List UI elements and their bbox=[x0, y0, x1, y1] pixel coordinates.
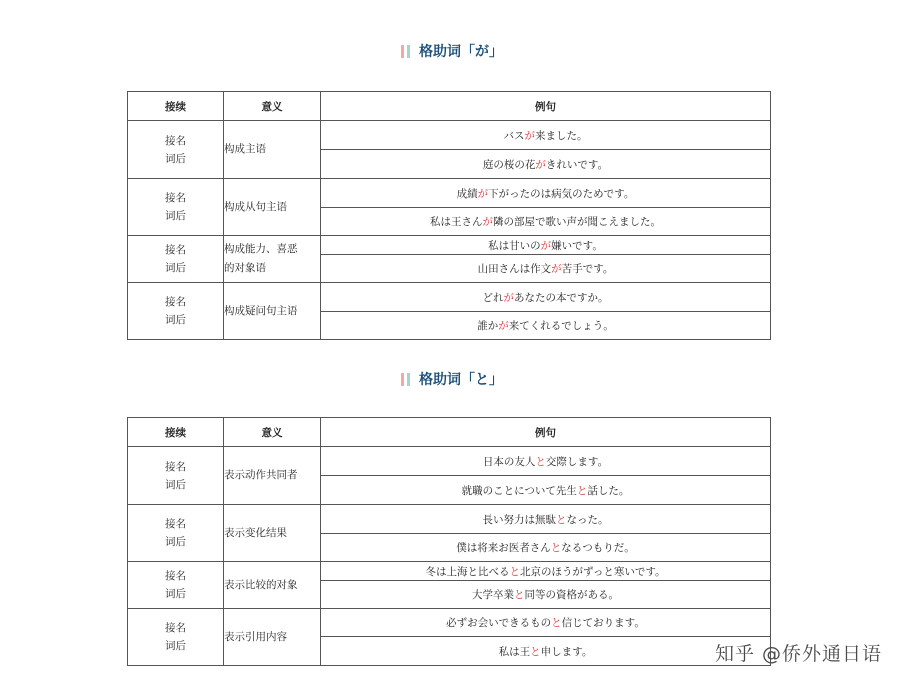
connection-label: 接名 词后 bbox=[165, 134, 186, 165]
particle-highlight: と bbox=[551, 617, 562, 629]
meaning-cell bbox=[224, 121, 321, 179]
header-meaning: 意义 bbox=[224, 418, 321, 447]
example-text: 誰か bbox=[477, 320, 499, 332]
meaning-cell bbox=[224, 236, 321, 283]
example-text: なった。 bbox=[566, 513, 609, 526]
connection-label: 接名 词后 bbox=[165, 460, 186, 491]
meaning-cell bbox=[224, 562, 321, 609]
particle-highlight: が bbox=[540, 239, 552, 252]
example-cell bbox=[321, 150, 771, 179]
example-text: 下がったのは病気のためです。 bbox=[488, 187, 635, 200]
meaning-label: 构成主语 bbox=[224, 143, 266, 155]
meaning-label: 构成能力、喜恶 的对象语 bbox=[224, 243, 298, 274]
connection-cell bbox=[128, 236, 224, 283]
example-text: きれいです。 bbox=[545, 158, 609, 171]
example-cell bbox=[321, 534, 771, 562]
section-title bbox=[0, 369, 904, 389]
example-cell bbox=[321, 581, 771, 609]
example-text: 必ずお会いできるもの bbox=[446, 617, 552, 629]
header-example: 例句 bbox=[321, 418, 771, 447]
example-text: 来ました。 bbox=[535, 129, 588, 142]
connection-cell bbox=[128, 505, 224, 562]
particle-highlight: が bbox=[503, 291, 514, 304]
section-title-text: 格助词「が」 bbox=[419, 44, 503, 60]
table-header-row bbox=[128, 92, 771, 121]
example-cell bbox=[321, 255, 771, 283]
section-title bbox=[0, 41, 904, 61]
particle-highlight: と bbox=[576, 484, 588, 497]
connection-cell bbox=[128, 121, 224, 179]
example-text: 交際します。 bbox=[545, 455, 609, 468]
grammar-table bbox=[127, 91, 771, 340]
example-text: どれ bbox=[482, 291, 504, 304]
example-text: 私は王さん bbox=[430, 216, 483, 228]
table-row bbox=[128, 562, 771, 581]
meaning-cell bbox=[224, 283, 321, 340]
header-connection: 接续 bbox=[128, 92, 224, 121]
meaning-label: 构成从句主语 bbox=[224, 200, 287, 213]
example-text: バス bbox=[503, 129, 525, 142]
meaning-cell bbox=[224, 179, 321, 236]
connection-cell bbox=[128, 283, 224, 340]
particle-highlight: が bbox=[535, 158, 546, 171]
example-cell bbox=[321, 476, 771, 505]
example-cell bbox=[321, 179, 771, 208]
example-text: 日本の友人 bbox=[482, 455, 536, 468]
meaning-cell bbox=[224, 609, 321, 666]
connection-label: 接名 词后 bbox=[165, 192, 186, 222]
example-text: 大学卒業 bbox=[472, 589, 514, 601]
table-row bbox=[128, 283, 771, 312]
particle-highlight: と bbox=[514, 589, 525, 601]
meaning-cell bbox=[224, 447, 321, 505]
table-row bbox=[128, 447, 771, 476]
title-bars-icon bbox=[401, 45, 410, 58]
example-text: 苦手です。 bbox=[561, 263, 614, 275]
particle-highlight: が bbox=[477, 187, 489, 200]
table-row bbox=[128, 236, 771, 255]
table-header-row bbox=[128, 418, 771, 447]
table-row bbox=[128, 179, 771, 208]
connection-cell bbox=[128, 609, 224, 666]
meaning-label: 表示变化结果 bbox=[224, 526, 287, 539]
example-cell bbox=[321, 609, 771, 637]
example-text: 成績 bbox=[456, 187, 478, 200]
example-cell bbox=[321, 208, 771, 236]
example-cell bbox=[321, 236, 771, 255]
table-row bbox=[128, 505, 771, 534]
title-bars-icon bbox=[401, 373, 410, 386]
connection-cell bbox=[128, 447, 224, 505]
example-cell bbox=[321, 505, 771, 534]
example-text: 同等の資格がある。 bbox=[524, 589, 619, 601]
meaning-label: 表示比较的对象 bbox=[224, 578, 298, 591]
example-text: 山田さんは作文 bbox=[477, 263, 552, 275]
example-text: 冬は上海と比べる bbox=[425, 565, 510, 578]
particle-highlight: と bbox=[509, 565, 520, 578]
example-text: あなたの本ですか。 bbox=[514, 291, 609, 304]
connection-label: 接名 词后 bbox=[165, 518, 186, 548]
example-text: 話した。 bbox=[587, 484, 630, 497]
example-cell bbox=[321, 283, 771, 312]
particle-highlight: と bbox=[556, 513, 567, 526]
particle-highlight: が bbox=[498, 320, 509, 332]
particle-highlight: と bbox=[530, 645, 541, 658]
meaning-label: 表示动作共同者 bbox=[224, 469, 298, 481]
example-text: 隣の部屋で歌い声が聞こえました。 bbox=[493, 216, 661, 228]
example-text: 僕は将来お医者さん bbox=[456, 542, 551, 554]
table-row bbox=[128, 121, 771, 150]
example-text: 庭の桜の花 bbox=[482, 158, 536, 171]
section-title-text: 格助词「と」 bbox=[419, 372, 503, 388]
example-text: 北京のほうがずっと寒いです。 bbox=[519, 565, 666, 578]
connection-label: 接名 词后 bbox=[165, 622, 186, 652]
example-text: 長い努力は無駄 bbox=[482, 513, 556, 526]
example-text: 就職のことについて先生 bbox=[461, 484, 577, 497]
connection-label: 接名 词后 bbox=[165, 244, 186, 274]
connection-cell bbox=[128, 562, 224, 609]
example-text: 私は王 bbox=[498, 645, 531, 658]
header-meaning: 意义 bbox=[224, 92, 321, 121]
particle-highlight: と bbox=[535, 455, 546, 468]
example-cell bbox=[321, 637, 771, 666]
meaning-label: 构成疑问句主语 bbox=[224, 304, 298, 317]
table-row bbox=[128, 609, 771, 637]
particle-highlight: が bbox=[482, 216, 493, 228]
example-text: 私は甘いの bbox=[488, 239, 541, 252]
particle-highlight: が bbox=[551, 263, 562, 275]
connection-label: 接名 词后 bbox=[165, 296, 186, 326]
example-text: 来てくれるでしょう。 bbox=[508, 320, 614, 332]
example-cell bbox=[321, 562, 771, 581]
particle-highlight: と bbox=[550, 542, 562, 554]
header-example: 例句 bbox=[321, 92, 771, 121]
header-connection: 接续 bbox=[128, 418, 224, 447]
meaning-label: 表示引用内容 bbox=[224, 630, 287, 643]
particle-highlight: が bbox=[524, 129, 535, 142]
example-cell bbox=[321, 121, 771, 150]
connection-label: 接名 词后 bbox=[165, 570, 186, 600]
meaning-cell bbox=[224, 505, 321, 562]
example-text: 申します。 bbox=[540, 645, 593, 658]
example-text: 嫌いです。 bbox=[551, 239, 603, 252]
example-text: 信じております。 bbox=[561, 617, 645, 629]
example-cell bbox=[321, 447, 771, 476]
grammar-table bbox=[127, 417, 771, 666]
example-cell bbox=[321, 312, 771, 340]
example-text: なるつもりだ。 bbox=[561, 542, 635, 554]
connection-cell bbox=[128, 179, 224, 236]
watermark: 知乎 @侨外通日语 bbox=[714, 643, 882, 665]
